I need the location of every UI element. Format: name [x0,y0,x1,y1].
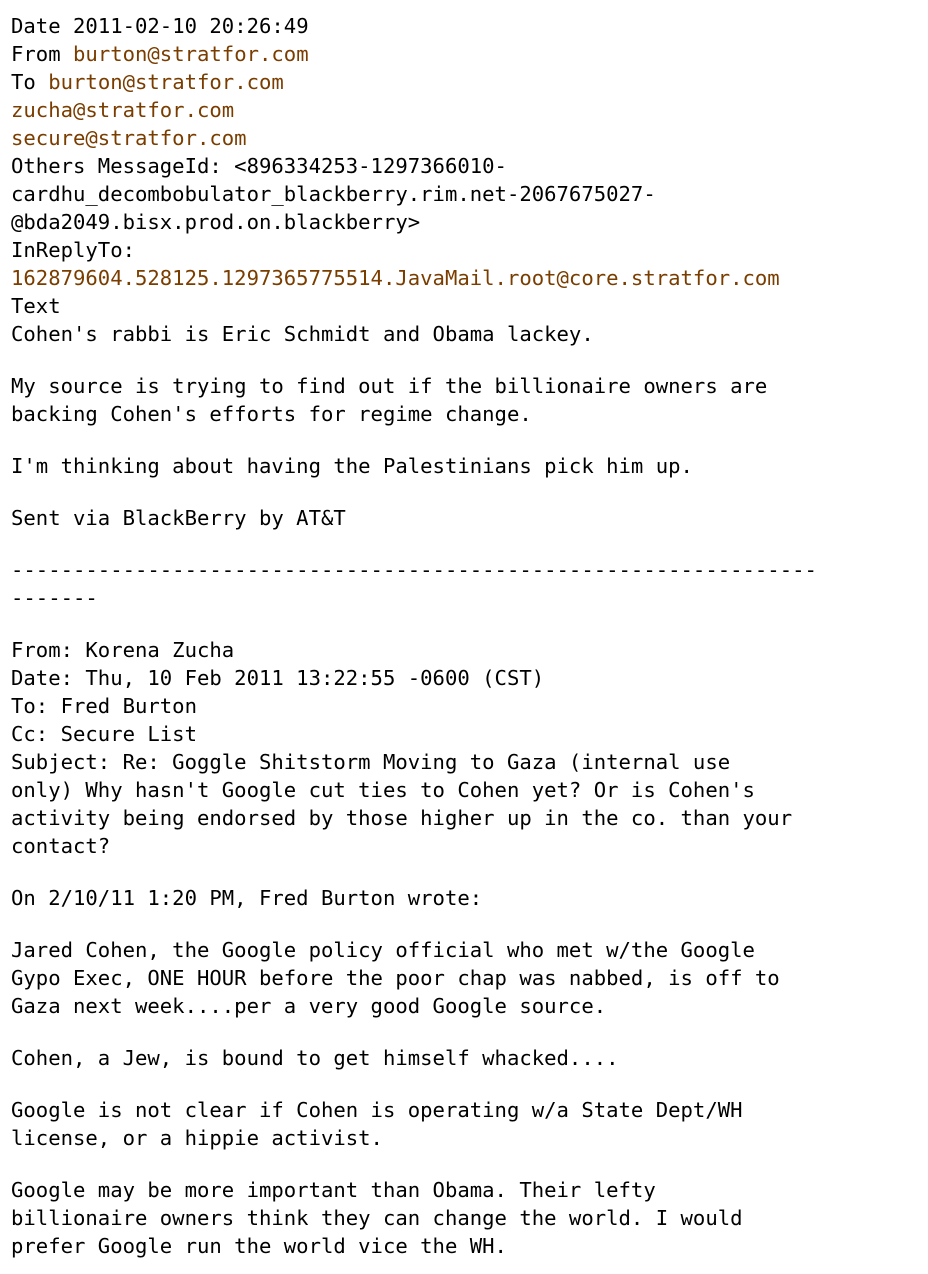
body-paragraph-2-line-1: My source is trying to find out if the billionaire owners are [11,374,768,398]
quoted-paragraph-3-line-2: license, or a hippie activist. [11,1126,383,1150]
quoted-paragraph-4-line-2: billionaire owners think they can change the world. I would [11,1206,743,1230]
others-messageid-line-2: cardhu_decombobulator_blackberry.rim.net-2067675027- [11,182,656,206]
to-label: To [11,70,36,94]
quoted-paragraph-2: Cohen, a Jew, is bound to get himself whacked.... [11,1046,619,1070]
quoted-subject-line-1: Subject: Re: Goggle Shitstorm Moving to Gaza (internal use [11,750,731,774]
blank-line [11,612,928,636]
blank-line [11,348,928,372]
quoted-paragraph-1-line-3: Gaza next week....per a very good Google source. [11,994,607,1018]
blank-line [11,1152,928,1176]
body-paragraph-2-line-2: backing Cohen's efforts for regime change. [11,402,532,426]
quoted-subject-line-2: only) Why hasn't Google cut ties to Cohen yet? Or is Cohen's [11,778,755,802]
to-email-link[interactable]: burton@stratfor.com [48,70,284,94]
to-line [11,68,928,96]
others-messageid-line-1: Others MessageId: <896334253-1297366010- [11,154,507,178]
to-email-link-2[interactable]: zucha@stratfor.com [11,98,235,122]
blank-line [11,1072,928,1096]
inreplyto-label: InReplyTo: [11,238,135,262]
from-label: From [11,42,61,66]
quoted-date: Date: Thu, 10 Feb 2011 13:22:55 -0600 (CST) [11,666,545,690]
to-email-link-3[interactable]: secure@stratfor.com [11,126,247,150]
date-label: Date [11,14,61,38]
quoted-to: To: Fred Burton [11,694,197,718]
blank-line [11,480,928,504]
blank-line [11,860,928,884]
blank-line [11,428,928,452]
quoted-paragraph-1-line-1: Jared Cohen, the Google policy official who met w/the Google [11,938,755,962]
quoted-paragraph-4-line-1: Google may be more important than Obama. Their lefty [11,1178,656,1202]
date-value: 2011-02-10 20:26:49 [73,14,309,38]
quoted-subject-line-4: contact? [11,834,111,858]
date-line [11,12,928,40]
inreplyto-link[interactable]: 162879604.528125.1297365775514.JavaMail.root@core.stratfor.com [11,266,780,290]
others-messageid-line-3: @bda2049.bisx.prod.on.blackberry> [11,210,421,234]
quoted-wrote-line: On 2/10/11 1:20 PM, Fred Burton wrote: [11,886,483,910]
blank-line [11,532,928,556]
text-label: Text [11,294,61,318]
blank-line [11,912,928,936]
quoted-paragraph-1-line-2: Gypo Exec, ONE HOUR before the poor chap was nabbed, is off to [11,966,780,990]
signature: Sent via BlackBerry by AT&T [11,506,346,530]
divider-line-2: ------- [11,586,98,610]
quoted-subject-line-3: activity being endorsed by those higher up in the co. than your [11,806,793,830]
divider-line-1: ----------------------------------------------------------------- [11,558,817,582]
to-line-2 [11,96,928,124]
inreplyto-line [11,264,928,292]
quoted-paragraph-4-line-3: prefer Google run the world vice the WH. [11,1234,507,1258]
to-line-3 [11,124,928,152]
quoted-cc: Cc: Secure List [11,722,197,746]
body-paragraph-3: I'm thinking about having the Palestinians pick him up. [11,454,693,478]
quoted-from: From: Korena Zucha [11,638,235,662]
body-paragraph-1: Cohen's rabbi is Eric Schmidt and Obama lackey. [11,322,594,346]
from-line [11,40,928,68]
quoted-paragraph-3-line-1: Google is not clear if Cohen is operating w/a State Dept/WH [11,1098,743,1122]
blank-line [11,1020,928,1044]
from-email-link[interactable]: burton@stratfor.com [73,42,309,66]
